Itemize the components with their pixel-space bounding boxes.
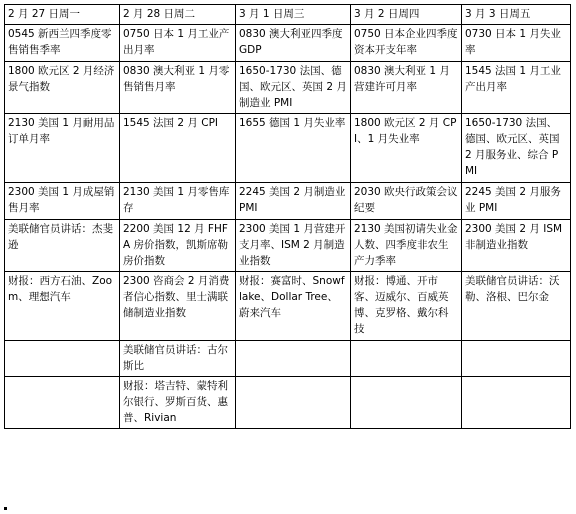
table-cell	[5, 341, 120, 377]
cell-text: 1650-1730 法国、德国、欧元区、英国 2 月制造业 PMI	[239, 65, 347, 109]
table-cell	[120, 272, 236, 341]
cell-text: 0750 日本 1 月工业产出月率	[123, 28, 230, 56]
corner-mark	[4, 507, 7, 510]
table-cell	[351, 25, 462, 62]
table-cell	[462, 272, 571, 341]
cell-text: 1800 欧元区 2 月经济景气指数	[8, 65, 115, 93]
table-cell	[120, 183, 236, 220]
cell-text: 财报：赛富时、Snowflake、Dollar Tree、蔚来汽车	[239, 275, 345, 319]
cell-text: 0545 新西兰四季度零售销售季率	[8, 28, 112, 56]
table-cell	[351, 114, 462, 183]
cell-text: 1800 欧元区 2 月 CPI、1 月失业率	[354, 117, 457, 145]
header-cell	[351, 5, 462, 25]
table-cell	[5, 377, 120, 429]
header-label: 3 月 3 日周五	[465, 8, 531, 20]
table-cell	[351, 220, 462, 272]
cell-text: 2300 咨商会 2 月消费者信心指数、里士满联储制造业指数	[123, 275, 230, 319]
table-row	[5, 220, 571, 272]
table-cell	[236, 341, 351, 377]
header-label: 2 月 27 日周一	[8, 8, 81, 20]
cell-text: 0830 澳大利亚 1 月零售销售月率	[123, 65, 230, 93]
cell-text: 2300 美国 1 月成屋销售月率	[8, 186, 115, 214]
table-row	[5, 183, 571, 220]
table-cell	[462, 25, 571, 62]
table-cell	[236, 220, 351, 272]
table-cell	[120, 25, 236, 62]
cell-text: 0730 日本 1 月失业率	[465, 28, 561, 56]
cell-text: 2130 美国 1 月零售库存	[123, 186, 230, 214]
calendar-table	[4, 4, 571, 429]
table-cell	[462, 341, 571, 377]
cell-text: 2245 美国 2 月制造业 PMI	[239, 186, 346, 214]
cell-text: 0830 澳大利亚 1 月营建许可月率	[354, 65, 450, 93]
cell-text: 1545 法国 1 月工业产出月率	[465, 65, 561, 93]
cell-text: 财报：西方石油、Zoom、理想汽车	[8, 275, 113, 303]
table-cell	[120, 114, 236, 183]
header-row	[5, 5, 571, 25]
table-row	[5, 377, 571, 429]
cell-text: 美联储官员讲话：古尔斯比	[123, 344, 228, 372]
table-cell	[120, 341, 236, 377]
cell-text: 1650-1730 法国、德国、欧元区、英国 2 月服务业、综合 PMI	[465, 117, 560, 177]
table-cell	[351, 62, 462, 114]
cell-text: 2300 美国 1 月营建开支月率、ISM 2 月制造业指数	[239, 223, 346, 267]
table-cell	[236, 114, 351, 183]
cell-text: 2300 美国 2 月 ISM 非制造业指数	[465, 223, 563, 251]
header-label: 2 月 28 日周二	[123, 8, 196, 20]
cell-text: 2245 美国 2 月服务业 PMI	[465, 186, 561, 214]
table-cell	[5, 183, 120, 220]
table-cell	[5, 272, 120, 341]
cell-text: 2030 欧央行政策会议纪要	[354, 186, 458, 214]
cell-text: 财报：博通、开市客、迈威尔、百威英博、克罗格、戴尔科技	[354, 275, 449, 335]
table-cell	[462, 183, 571, 220]
header-cell	[462, 5, 571, 25]
table-cell	[236, 183, 351, 220]
table-cell	[120, 377, 236, 429]
cell-text: 2200 美国 12 月 FHFA 房价指数，凯斯席勒房价指数	[123, 223, 229, 267]
table-cell	[351, 377, 462, 429]
table-row	[5, 341, 571, 377]
table-cell	[5, 114, 120, 183]
table-cell	[236, 62, 351, 114]
cell-text: 美联储官员讲话：沃勒、洛根、巴尔金	[465, 275, 560, 303]
table-row	[5, 114, 571, 183]
table-cell	[236, 25, 351, 62]
table-cell	[5, 220, 120, 272]
header-cell	[5, 5, 120, 25]
table-cell	[236, 272, 351, 341]
table-cell	[351, 272, 462, 341]
cell-text: 财报：塔吉特、蒙特利尔银行、罗斯百货、惠普、Rivian	[123, 380, 228, 424]
header-label: 3 月 2 日周四	[354, 8, 420, 20]
header-cell	[120, 5, 236, 25]
cell-text: 1655 德国 1 月失业率	[239, 117, 346, 129]
table-cell	[462, 220, 571, 272]
cell-text: 2130 美国 1 月耐用品订单月率	[8, 117, 115, 145]
table-cell	[120, 62, 236, 114]
table-cell	[236, 377, 351, 429]
cell-text: 0750 日本企业四季度资本开支年率	[354, 28, 458, 56]
table-cell	[351, 183, 462, 220]
table-cell	[351, 341, 462, 377]
table-cell	[462, 114, 571, 183]
table-row	[5, 272, 571, 341]
header-cell	[236, 5, 351, 25]
cell-text: 2130 美国初请失业金人数、四季度非农生产力季率	[354, 223, 458, 267]
table-cell	[120, 220, 236, 272]
cell-text: 0830 澳大利亚四季度 GDP	[239, 28, 343, 56]
table-cell	[462, 377, 571, 429]
cell-text: 1545 法国 2 月 CPI	[123, 117, 219, 129]
table-row	[5, 62, 571, 114]
table-cell	[462, 62, 571, 114]
table-cell	[5, 25, 120, 62]
table-cell	[5, 62, 120, 114]
table-row	[5, 25, 571, 62]
header-label: 3 月 1 日周三	[239, 8, 305, 20]
cell-text: 美联储官员讲话：杰斐逊	[8, 223, 113, 251]
